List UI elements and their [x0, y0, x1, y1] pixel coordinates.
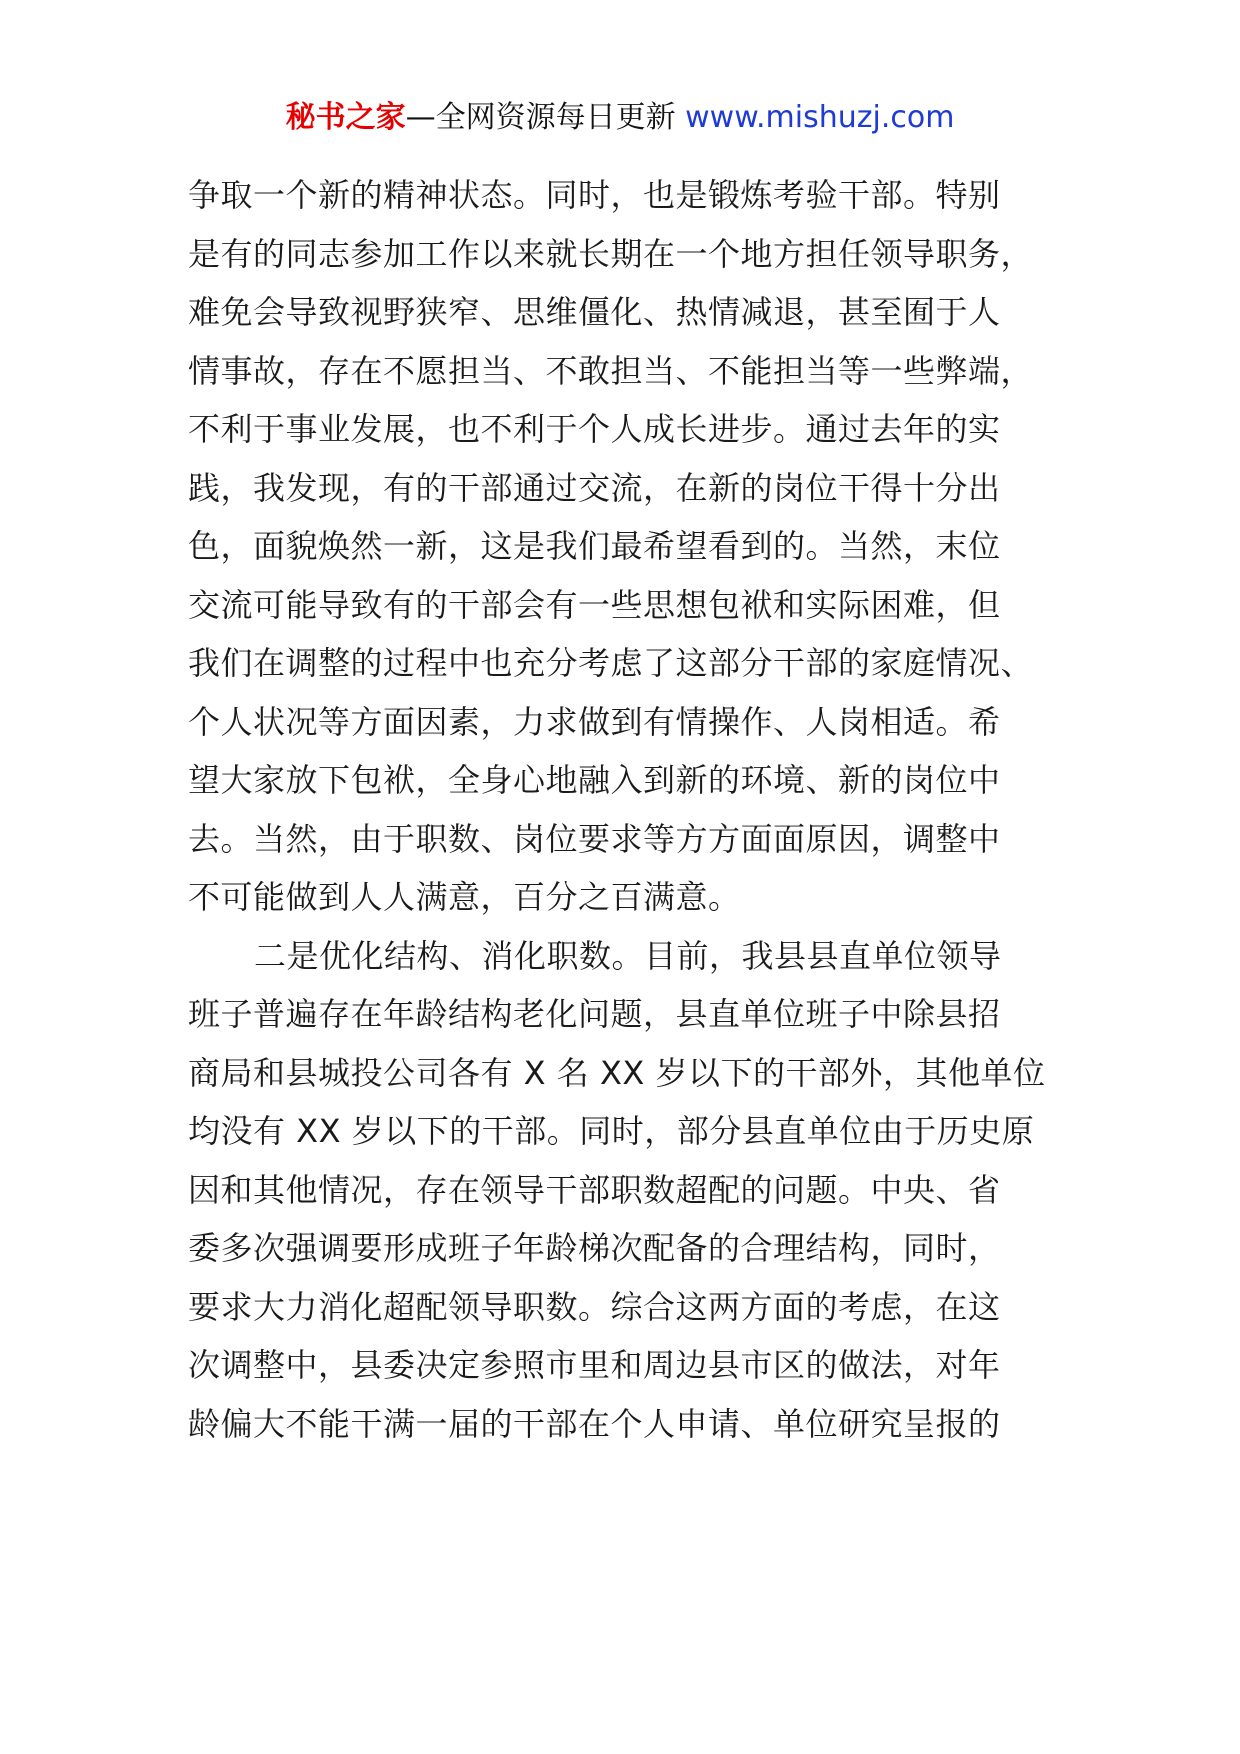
text-line: 不利于事业发展，也不利于个人成长进步。通过去年的实 — [188, 410, 1001, 448]
text-line: 龄偏大不能干满一届的干部在个人申请、单位研究呈报的 — [188, 1404, 1001, 1443]
text-line: 均没有 XX 岁以下的干部。同时，部分县直单位由于历史原 — [188, 1112, 1035, 1150]
paragraph-2 — [188, 927, 1068, 1454]
text-line: 次调整中，县委决定参照市里和周边县市区的做法，对年 — [188, 1346, 1001, 1384]
header-tagline: —全网资源每日更新 — [405, 100, 686, 135]
text-line: 色，面貌焕然一新，这是我们最希望看到的。当然，末位 — [188, 527, 1001, 565]
text-line: 个人状况等方面因素，力求做到有情操作、人岗相适。希 — [188, 702, 1001, 741]
text-line: 不可能做到人人满意，百分之百满意。 — [188, 878, 741, 916]
text-line: 践，我发现，有的干部通过交流，在新的岗位干得十分出 — [188, 468, 1001, 507]
text-line: 要求大力消化超配领导职数。综合这两方面的考虑，在这 — [188, 1287, 1001, 1326]
page-header — [0, 98, 1240, 138]
text-line: 是有的同志参加工作以来就长期在一个地方担任领导职务， — [188, 234, 1034, 273]
text-line: 班子普遍存在年龄结构老化问题，县直单位班子中除县招 — [188, 995, 1001, 1033]
text-line: 二是优化结构、消化职数。目前，我县县直单位领导 — [254, 936, 1002, 975]
text-line: 我们在调整的过程中也充分考虑了这部分干部的家庭情况、 — [188, 644, 1034, 682]
text-line: 难免会导致视野狭窄、思维僵化、热情减退，甚至囿于人 — [188, 293, 1001, 331]
website-link[interactable]: www.mishuzj.com — [685, 100, 955, 135]
text-line: 因和其他情况，存在领导干部职数超配的问题。中央、省 — [188, 1170, 1001, 1209]
brand-name: 秘书之家 — [285, 100, 406, 135]
paragraph-1 — [188, 166, 1068, 927]
text-line: 情事故，存在不愿担当、不敢担当、不能担当等一些弊端， — [188, 351, 1034, 390]
text-line: 委多次强调要形成班子年龄梯次配备的合理结构，同时， — [188, 1229, 1001, 1267]
text-line: 望大家放下包袱，全身心地融入到新的环境、新的岗位中 — [188, 761, 1001, 799]
text-line: 交流可能导致有的干部会有一些思想包袱和实际困难，但 — [188, 585, 1001, 624]
text-line: 争取一个新的精神状态。同时，也是锻炼考验干部。特别 — [188, 176, 1001, 214]
document-body — [188, 166, 1068, 1453]
text-line: 商局和县城投公司各有 X 名 XX 岁以下的干部外，其他单位 — [188, 1053, 1046, 1092]
text-line: 去。当然，由于职数、岗位要求等方方面面原因，调整中 — [188, 819, 1001, 858]
